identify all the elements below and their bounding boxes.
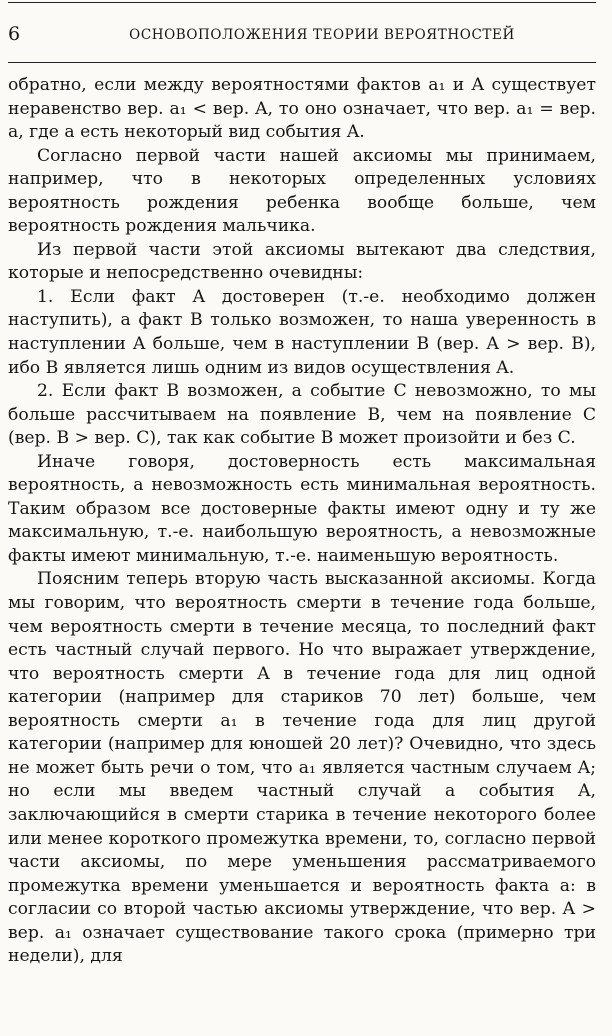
body-text xyxy=(8,74,596,969)
paragraph: Из первой части этой аксиомы вытекают два следствия, которые и непосредственно очевидны: xyxy=(8,239,596,284)
page-number: 6 xyxy=(8,23,21,45)
page-header xyxy=(8,22,596,46)
running-title: ОСНОВОПОЛОЖЕНИЯ ТЕОРИИ ВЕРОЯТНОСТЕЙ xyxy=(129,27,515,43)
header-rule xyxy=(8,62,596,63)
consequence-2: 2. Если факт B возможен, а событие C невозможно, то мы больше рассчитываем на появление B, чем на появление C (вер. B > вер. C), так как событие B может произойти и без C. xyxy=(8,381,596,449)
paragraph: Иначе говоря, достоверность есть максимальная вероятность, а невозможность есть минимальная вероятность. Таким образом все достоверные факты имеют одну и ту же максимальную, т.-е. наибольшую вероятность, а невозможные факты имеют минимальную, т.-е. наименьшую вероятность. xyxy=(8,451,596,566)
paragraph-continued: обратно, если между вероятностями фактов a₁ и A существует неравенство вер. a₁ < вер. A, то оно означает, что вер. a₁ = вер. a, где a есть некоторый вид события A. xyxy=(8,75,596,143)
paragraph: Поясним теперь вторую часть высказанной аксиомы. Когда мы говорим, что вероятность смерти в течение года больше, чем вероятность смерти в течение месяца, то последний факт есть частный случай первого. Но что выражает утверждение, что вероятность смерти A в течение года для лиц одной категории (например для стариков 70 лет) больше, чем вероятность смерти a₁ в течение года для лиц другой категории (например для юношей 20 лет)? Очевидно, что здесь не может быть речи о том, что a₁ является частным случаем A; но если мы введем частный случай a события A, заключающийся в смерти старика в течение некоторого более или менее короткого промежутка времени, то, согласно первой части аксиомы, по мере уменьшения рассматриваемого промежутка времени уменьшается и вероятность факта a: в согласии со второй частью аксиомы утверждение, что вер. A > вер. a₁ означает существование такого срока (примерно три недели), для xyxy=(8,569,596,967)
top-border-line xyxy=(8,2,596,3)
paragraph: Согласно первой части нашей аксиомы мы принимаем, например, что в некоторых определенных условиях вероятность рождения ребенка вообще больше, чем вероятность рождения мальчика. xyxy=(8,145,596,237)
consequence-1: 1. Если факт A достоверен (т.-е. необходимо должен наступить), а факт B только возможен, то наша уверенность в наступлении A больше, чем в наступлении B (вер. A > вер. B), ибо B является лишь одним из видов осуществления A. xyxy=(8,286,596,378)
